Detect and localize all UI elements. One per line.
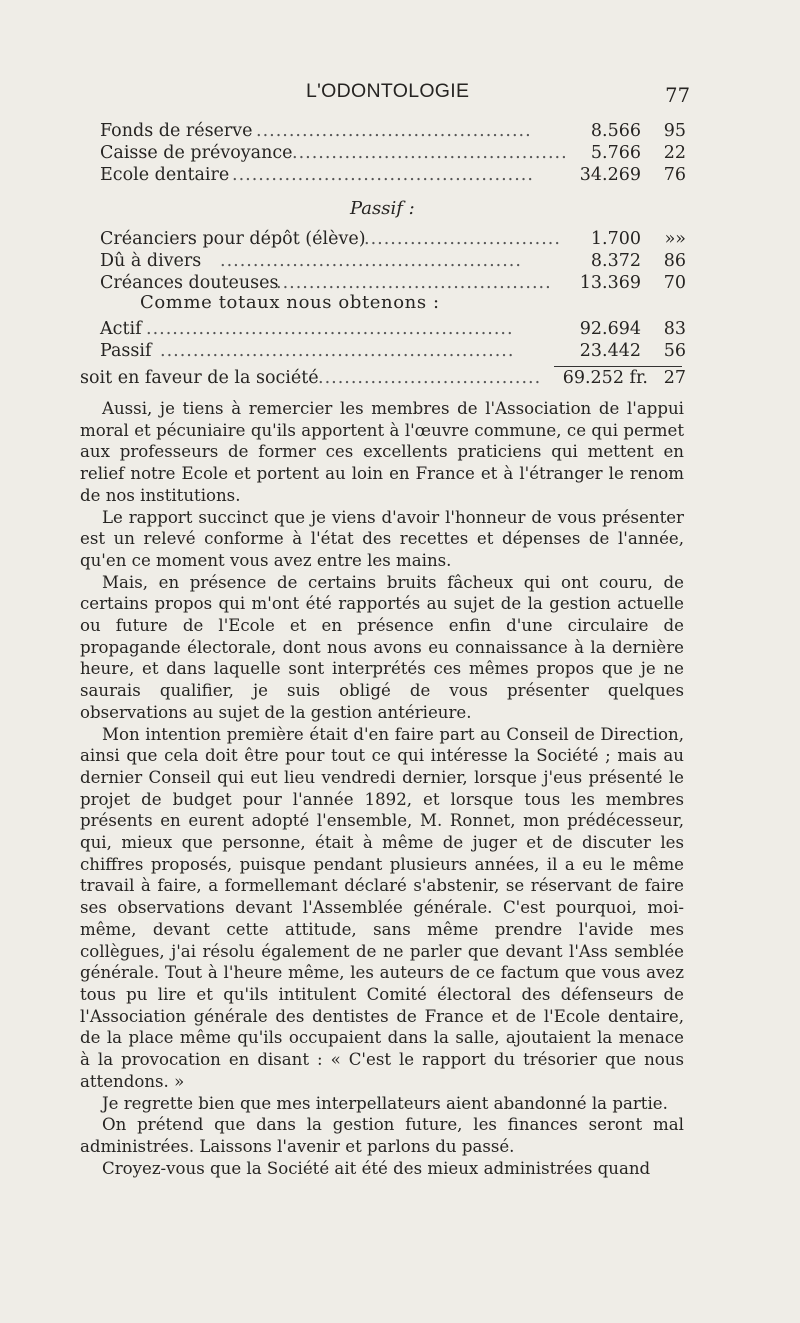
passif-heading: Passif : (350, 198, 415, 219)
row-cents: 86 (663, 251, 686, 271)
actif-ledger (80, 120, 690, 186)
balance-row (80, 367, 690, 389)
row-cents: 56 (663, 341, 686, 361)
leader-dots: .............................................. (232, 165, 534, 185)
body-text (80, 398, 684, 1179)
row-cents: 70 (663, 273, 686, 293)
balance-cents: 27 (663, 368, 686, 388)
leader-dots: .............................................. (220, 251, 522, 271)
row-label: Ecole dentaire (100, 165, 230, 185)
leader-dots: ...................................................... (160, 341, 515, 361)
ledger-row (80, 340, 690, 362)
ledger-row (80, 272, 690, 294)
row-label: Dû à divers (100, 251, 202, 271)
leader-dots: .............................. (364, 229, 561, 249)
leader-dots: ........................................................ (146, 319, 514, 339)
row-label: Passif (100, 341, 152, 361)
leader-dots: .................................. (318, 368, 542, 388)
row-cents: 95 (663, 121, 686, 141)
paragraph: Aussi, je tiens à remercier les membres de l'Association de l'appui moral et pécuniaire qu'ils apportent à l'œuvre commune, ce qui permet aux professeurs de former ces excellents praticiens qui mettent en relief notre Ecole et portent au loin en France et à l'étranger le renom de nos institutions. (80, 399, 684, 505)
row-amount: 5.766 (590, 143, 641, 163)
ledger-row (80, 142, 690, 164)
row-amount: 92.694 (579, 319, 641, 339)
row-amount: 1.700 (590, 229, 641, 249)
totals-ledger (80, 318, 690, 362)
row-cents: »» (664, 229, 686, 249)
page-header (80, 80, 690, 110)
row-label: Créanciers pour dépôt (élève) (100, 229, 366, 249)
row-cents: 76 (663, 165, 686, 185)
balance-ledger (80, 367, 690, 389)
row-amount: 34.269 (579, 165, 641, 185)
ledger-row (80, 164, 690, 186)
balance-amount: 69.252 fr. (562, 368, 648, 388)
running-title: L'ODONTOLOGIE (306, 80, 470, 102)
paragraph: Mon intention première était d'en faire part au Conseil de Direction, ainsi que cela doit être pour tout ce qui intéresse la Société ; mais au dernier Conseil qui eut lieu vendredi dernier, lorsque j'eus présenté le projet de budget pour l'année 1892, et lorsque tous les membres présents en eurent adopté l'ensemble, M. Ronnet, mon prédécesseur, qui, mieux que personne, était à même de juger et de discuter les chiffres proposés, puisque pendant plusieurs années, il a eu le même travail à faire, a formellemant déclaré s'abstenir, se réservant de faire ses observations devant l'Assemblée générale. C'est pourquoi, moi-même, devant cette attitude, sans même prendre l'avide mes collègues, j'ai résolu également de ne parler que devant l'Ass semblée générale. Tout à l'heure même, les auteurs de ce factum que vous avez tous pu lire et qu'ils intitulent Comité électoral des défenseurs de l'Association générale des dentistes de France et de l'Ecole dentaire, de la place même qu'ils occupaient dans la salle, ajoutaient la menace à la provocation en disant : « C'est le rapport du trésorier que nous attendons. » (80, 724, 684, 1091)
paragraph: Mais, en présence de certains bruits fâcheux qui ont couru, de certains propos qui m'ont été rapportés au sujet de la gestion actuelle ou future de l'Ecole et en présence enfin d'une circulaire de propagande électorale, dont nous avons eu connaissance à la dernière heure, et dans laquelle sont interprétés ces mêmes propos que je ne saurais qualifier, je suis obligé de vous présenter quelques observations au sujet de la gestion antérieure. (80, 572, 684, 722)
row-amount: 23.442 (579, 341, 641, 361)
row-label: Caisse de prévoyance (100, 143, 293, 163)
leader-dots: .......................................... (292, 143, 568, 163)
row-cents: 83 (663, 319, 686, 339)
leader-dots: .......................................... (256, 121, 532, 141)
row-amount: 8.372 (590, 251, 641, 271)
paragraph: On prétend que dans la gestion future, les finances seront mal administrées. Laissons l'avenir et parlons du passé. (80, 1115, 684, 1156)
row-label: Fonds de réserve (100, 121, 253, 141)
ledger-row (80, 120, 690, 142)
leader-dots: .......................................... (276, 273, 552, 293)
row-amount: 8.566 (590, 121, 641, 141)
row-label: Créances douteuses (100, 273, 279, 293)
paragraph: Je regrette bien que mes interpellateurs aient abandonné la partie. (102, 1093, 668, 1113)
paragraph: Le rapport succinct que je viens d'avoir l'honneur de vous présenter est un relevé conforme à l'état des recettes et dépenses de l'année, qu'en ce moment vous avez entre les mains. (80, 507, 684, 570)
ledger-row (80, 318, 690, 340)
page-number: 77 (665, 84, 690, 107)
row-label: Actif (100, 319, 142, 339)
totals-intro: Comme totaux nous obtenons : (140, 292, 440, 313)
row-cents: 22 (663, 143, 686, 163)
ledger-row (80, 250, 690, 272)
paragraph: Croyez-vous que la Société ait été des mieux administrées quand (102, 1158, 651, 1178)
row-amount: 13.369 (579, 273, 641, 293)
balance-label: soit en faveur de la société (80, 368, 319, 388)
ledger-row (80, 228, 690, 250)
passif-ledger (80, 228, 690, 294)
